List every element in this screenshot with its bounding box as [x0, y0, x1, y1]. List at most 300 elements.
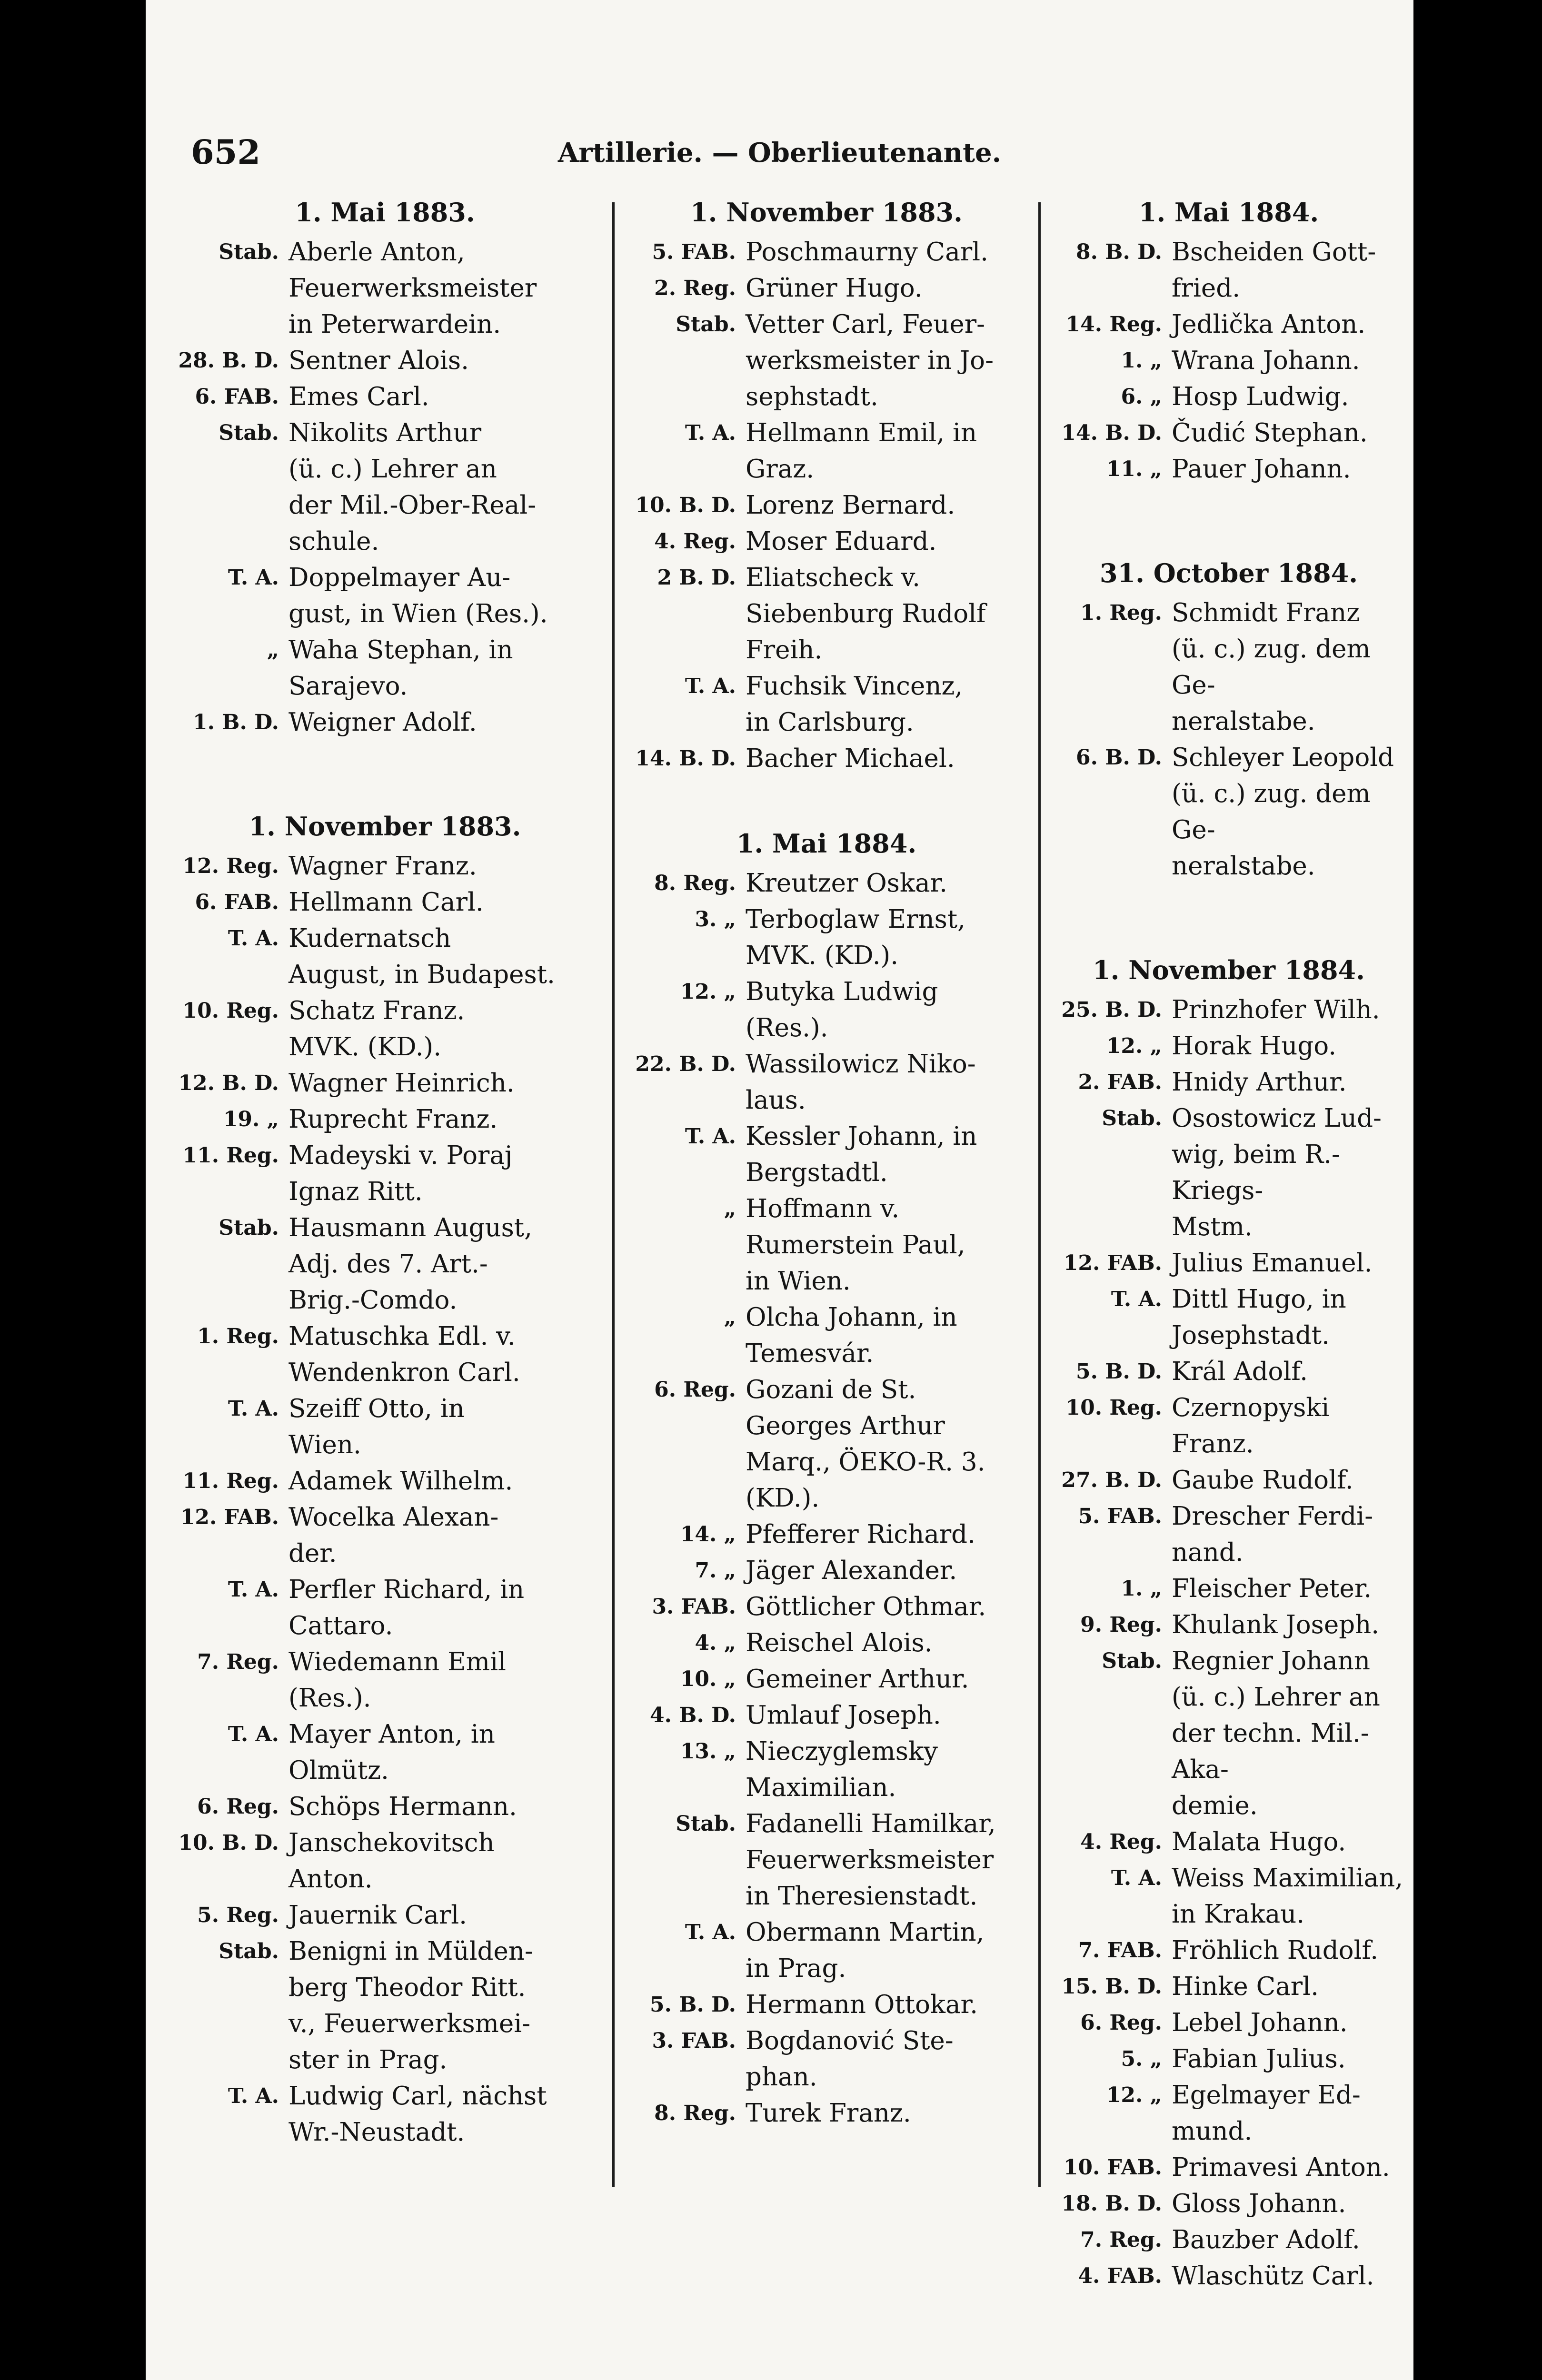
- officer-name: Bauzber Adolf.: [1172, 2225, 1360, 2254]
- unit-label: 7. Reg.: [197, 1650, 279, 1674]
- officer-entry: [619, 560, 1034, 668]
- unit-label: „: [267, 638, 279, 662]
- officer-name: Weigner Adolf.: [289, 708, 477, 737]
- officer-detail-line: phan.: [746, 2063, 817, 2092]
- unit-label: 2. Reg.: [654, 276, 736, 300]
- unit-label: Stab.: [1102, 1649, 1162, 1673]
- officer-name: Schatz Franz.: [289, 996, 465, 1025]
- officer-name: Fadanelli Hamilkar,: [746, 1809, 996, 1838]
- officer-entry: [619, 1119, 1034, 1191]
- officer-name: Schleyer Leopold: [1172, 743, 1394, 772]
- officer-name: Hermann Ottokar.: [746, 1990, 978, 2019]
- promotion-section: [619, 194, 1034, 777]
- officer-entry: [619, 307, 1034, 415]
- officer-entry: [619, 668, 1034, 741]
- officer-entry: [1045, 379, 1412, 415]
- officer-entry: [162, 884, 607, 921]
- officer-detail-line: Brig.-Comdo.: [289, 1286, 458, 1315]
- unit-label: 27. B. D.: [1061, 1468, 1162, 1492]
- officer-name: Bacher Michael.: [746, 744, 955, 773]
- officer-entry: [162, 1463, 607, 1499]
- unit-label: Stab.: [219, 240, 279, 264]
- officer-detail-line: Wendenkron Carl.: [289, 1358, 520, 1387]
- officer-name: Osostowicz Lud-: [1172, 1104, 1382, 1133]
- unit-label: 5. B. D.: [650, 1993, 736, 2017]
- officer-detail-line: Sarajevo.: [289, 672, 408, 701]
- officer-detail-line: nand.: [1172, 1538, 1244, 1567]
- officer-entry: [1045, 2041, 1412, 2077]
- officer-detail-line: Cattaro.: [289, 1611, 393, 1640]
- officer-name: Malata Hugo.: [1172, 1827, 1346, 1856]
- unit-label: 10. „: [680, 1667, 736, 1691]
- officer-name: Hosp Ludwig.: [1172, 382, 1349, 411]
- officer-entry: [1045, 307, 1412, 343]
- officer-name: Gemeiner Arthur.: [746, 1665, 969, 1694]
- officer-entry: [619, 270, 1034, 307]
- officer-name: Pauer Johann.: [1172, 455, 1351, 484]
- unit-label: T. A.: [228, 2084, 279, 2108]
- unit-label: T. A.: [1111, 1287, 1162, 1311]
- officer-detail-line: ster in Prag.: [289, 2045, 448, 2074]
- officer-name: Janschekovitsch: [289, 1828, 495, 1857]
- officer-name: Wiedemann Emil: [289, 1647, 506, 1676]
- officer-entry: [1045, 2258, 1412, 2294]
- unit-label: 12. „: [1106, 2083, 1162, 2107]
- unit-label: 6. Reg.: [654, 1378, 736, 1402]
- unit-label: 4. „: [695, 1631, 736, 1655]
- promotion-date-heading: 1. November 1883.: [249, 811, 521, 842]
- officer-entry: [162, 1138, 607, 1210]
- unit-label: 1. „: [1121, 1577, 1162, 1601]
- officer-entry: [619, 2023, 1034, 2095]
- promotion-date-heading: 1. November 1883.: [690, 197, 963, 228]
- officer-entry: [162, 234, 607, 343]
- officer-entry: [162, 1210, 607, 1319]
- officer-detail-line: Graz.: [746, 455, 815, 484]
- unit-label: 8. Reg.: [654, 2101, 736, 2125]
- officer-entry: [162, 560, 607, 632]
- officer-detail-line: schule.: [289, 527, 379, 556]
- unit-label: T. A.: [685, 1920, 736, 1944]
- officer-detail-line: laus.: [746, 1086, 806, 1115]
- officer-entry: [619, 1191, 1034, 1299]
- unit-label: 9. Reg.: [1080, 1613, 1162, 1637]
- unit-label: 28. B. D.: [178, 348, 279, 373]
- unit-label: 19. „: [223, 1107, 279, 1131]
- unit-label: 6. Reg.: [1080, 2011, 1162, 2035]
- unit-label: 10. Reg.: [182, 999, 279, 1023]
- officer-detail-line: Wien.: [289, 1430, 361, 1459]
- officer-entry: [1045, 1101, 1412, 1245]
- column-rule: [612, 202, 615, 2187]
- officer-entry: [1045, 1281, 1412, 1354]
- officer-entry: [619, 234, 1034, 270]
- promotion-section: [619, 825, 1034, 2132]
- officer-entry: [162, 1644, 607, 1716]
- unit-label: 15. B. D.: [1061, 1974, 1162, 1999]
- unit-label: T. A.: [228, 565, 279, 590]
- officer-entry: [162, 2078, 607, 2151]
- officer-entry: [162, 1897, 607, 1934]
- unit-label: T. A.: [685, 674, 736, 698]
- officer-entry: [1045, 1860, 1412, 1933]
- officer-entry: [162, 848, 607, 884]
- officer-entry: [162, 415, 607, 560]
- officer-entry: [162, 343, 607, 379]
- officer-name: Grüner Hugo.: [746, 274, 923, 303]
- unit-label: 1. Reg.: [1080, 601, 1162, 625]
- section-spacer: [1045, 498, 1412, 555]
- officer-entry: [162, 704, 607, 741]
- section-spacer: [619, 787, 1034, 825]
- unit-label: 22. B. D.: [635, 1052, 736, 1076]
- officer-entry: [619, 1299, 1034, 1372]
- officer-entry: [619, 1517, 1034, 1553]
- unit-label: T. A.: [685, 421, 736, 445]
- officer-entry: [1045, 1824, 1412, 1860]
- officer-entry: [162, 379, 607, 415]
- officer-name: Wassilowicz Niko-: [746, 1050, 976, 1079]
- unit-label: 12. FAB.: [180, 1505, 279, 1529]
- unit-label: T. A.: [1111, 1866, 1162, 1890]
- officer-entry: [1045, 1969, 1412, 2005]
- unit-label: 5. Reg.: [197, 1903, 279, 1927]
- unit-label: 12. „: [680, 980, 736, 1004]
- officer-name: Gaube Rudolf.: [1172, 1466, 1353, 1495]
- officer-name: Fleischer Peter.: [1172, 1574, 1372, 1603]
- unit-label: 10. FAB.: [1063, 2155, 1162, 2180]
- officer-entry: [162, 993, 607, 1065]
- unit-label: Stab.: [676, 1812, 736, 1836]
- unit-label: 18. B. D.: [1061, 2192, 1162, 2216]
- officer-detail-line: Rumerstein Paul,: [746, 1230, 965, 1259]
- officer-entry: [162, 1789, 607, 1825]
- officer-name: Szeiff Otto, in: [289, 1394, 465, 1423]
- officer-entry: [1045, 1498, 1412, 1571]
- officer-entry: [162, 1716, 607, 1789]
- officer-name: Wagner Heinrich.: [289, 1069, 515, 1098]
- officer-name: Pfefferer Richard.: [746, 1520, 975, 1549]
- unit-label: 8. B. D.: [1076, 240, 1162, 264]
- officer-detail-line: der.: [289, 1539, 337, 1568]
- unit-label: T. A.: [228, 1722, 279, 1746]
- unit-label: 3. FAB.: [652, 1595, 736, 1619]
- officer-detail-line: in Peterwardein.: [289, 310, 501, 339]
- officer-name: Bogdanović Ste-: [746, 2026, 954, 2055]
- officer-detail-line: Marq., ÖEKO-R. 3.: [746, 1448, 985, 1477]
- section-spacer: [162, 751, 607, 808]
- unit-label: T. A.: [685, 1124, 736, 1149]
- unit-label: 4. B. D.: [650, 1703, 736, 1727]
- column-2: [619, 194, 1034, 2142]
- officer-entry: [619, 1914, 1034, 1987]
- officer-name: Weiss Maximilian,: [1172, 1864, 1403, 1893]
- unit-label: Stab.: [219, 421, 279, 445]
- officer-name: Butyka Ludwig: [746, 977, 938, 1006]
- officer-name: Primavesi Anton.: [1172, 2153, 1390, 2182]
- unit-label: T. A.: [228, 1577, 279, 1602]
- officer-entry: [1045, 1354, 1412, 1390]
- officer-entry: [619, 1806, 1034, 1914]
- officer-detail-line: wig, beim R.-Kriegs-: [1172, 1140, 1340, 1205]
- column-1: [162, 194, 607, 2161]
- officer-detail-line: in Theresienstadt.: [746, 1882, 978, 1911]
- officer-entry: [1045, 2077, 1412, 2150]
- officer-entry: [619, 741, 1034, 777]
- officer-entry: [162, 921, 607, 993]
- unit-label: 6. FAB.: [195, 890, 279, 914]
- officer-entry: [162, 1934, 607, 2078]
- officer-detail-line: Anton.: [289, 1864, 373, 1894]
- officer-entry: [1045, 1064, 1412, 1101]
- officer-entry: [619, 1625, 1034, 1661]
- officer-name: Fröhlich Rudolf.: [1172, 1936, 1379, 1965]
- officer-detail-line: Bergstadtl.: [746, 1158, 888, 1187]
- officer-detail-line: Adj. des 7. Art.-: [289, 1250, 488, 1279]
- promotion-date-heading: 1. Mai 1883.: [295, 197, 475, 228]
- unit-label: 12. „: [1106, 1034, 1162, 1058]
- officer-detail-line: mund.: [1172, 2117, 1253, 2146]
- page-number: 652: [191, 132, 261, 172]
- officer-entry: [619, 1046, 1034, 1119]
- officer-detail-line: in Wien.: [746, 1267, 851, 1296]
- officer-name: Hellmann Emil, in: [746, 418, 977, 447]
- unit-label: 6. Reg.: [197, 1795, 279, 1819]
- promotion-section: [1045, 194, 1412, 487]
- officer-name: Emes Carl.: [289, 382, 429, 411]
- officer-name: Matuschka Edl. v.: [289, 1322, 516, 1351]
- unit-label: 2. FAB.: [1078, 1070, 1162, 1094]
- officer-detail-line: Wr.-Neustadt.: [289, 2118, 465, 2147]
- unit-label: 14. Reg.: [1065, 312, 1162, 337]
- unit-label: 13. „: [680, 1739, 736, 1764]
- officer-detail-line: (KD.).: [746, 1484, 820, 1513]
- officer-name: Doppelmayer Au-: [289, 563, 511, 592]
- officer-name: Bscheiden Gott-: [1172, 238, 1376, 267]
- unit-label: 6. B. D.: [1076, 745, 1162, 770]
- officer-name: Schöps Hermann.: [289, 1792, 517, 1821]
- unit-label: 10. B. D.: [635, 493, 736, 517]
- officer-name: Adamek Wilhelm.: [289, 1467, 513, 1496]
- unit-label: 25. B. D.: [1061, 998, 1162, 1022]
- officer-entry: [162, 1499, 607, 1572]
- officer-entry: [1045, 1245, 1412, 1281]
- unit-label: 5. B. D.: [1076, 1359, 1162, 1384]
- officer-name: Regnier Johann: [1172, 1646, 1370, 1676]
- officer-entry: [162, 1391, 607, 1463]
- officer-detail-line: der Mil.-Ober-Real-: [289, 491, 537, 520]
- officer-name: Gozani de St.: [746, 1375, 916, 1404]
- officer-detail-line: MVK. (KD.).: [289, 1032, 442, 1061]
- officer-name: Wocelka Alexan-: [289, 1503, 499, 1532]
- unit-label: 4. FAB.: [1078, 2264, 1162, 2288]
- officer-detail-line: neralstabe.: [1172, 707, 1315, 736]
- officer-name: Julius Emanuel.: [1172, 1249, 1373, 1278]
- unit-label: Stab.: [1102, 1106, 1162, 1130]
- promotion-section: [162, 808, 607, 2151]
- officer-name: Ruprecht Franz.: [289, 1105, 498, 1134]
- officer-detail-line: Ignaz Ritt.: [289, 1177, 423, 1206]
- officer-detail-line: Georges Arthur: [746, 1411, 945, 1440]
- officer-name: Madeyski v. Poraj: [289, 1141, 513, 1170]
- unit-label: 12. FAB.: [1063, 1251, 1162, 1275]
- officer-detail-line: sephstadt.: [746, 382, 878, 411]
- officer-detail-line: werksmeister in Jo-: [746, 346, 994, 375]
- officer-entry: [619, 1697, 1034, 1734]
- officer-entry: [1045, 415, 1412, 451]
- officer-entry: [1045, 1028, 1412, 1064]
- unit-label: 10. Reg.: [1065, 1396, 1162, 1420]
- officer-detail-line: gust, in Wien (Res.).: [289, 599, 548, 628]
- officer-entry: [162, 1101, 607, 1138]
- officer-name: Hnidy Arthur.: [1172, 1068, 1347, 1097]
- unit-label: 7. Reg.: [1080, 2228, 1162, 2252]
- unit-label: 10. B. D.: [178, 1831, 279, 1855]
- officer-name: Obermann Martin,: [746, 1918, 985, 1947]
- officer-name: Lebel Johann.: [1172, 2008, 1348, 2037]
- officer-entry: [1045, 2222, 1412, 2258]
- officer-name: Gloss Johann.: [1172, 2189, 1346, 2218]
- unit-label: Stab.: [219, 1216, 279, 1240]
- unit-label: T. A.: [228, 926, 279, 951]
- officer-name: Poschmaurny Carl.: [746, 238, 988, 267]
- unit-label: 7. „: [695, 1558, 736, 1583]
- officer-name: Hoffmann v.: [746, 1194, 900, 1223]
- promotion-date-heading: 1. Mai 1884.: [1138, 197, 1319, 228]
- officer-entry: [1045, 1571, 1412, 1607]
- unit-label: 6. FAB.: [195, 385, 279, 409]
- officer-entry: [1045, 2150, 1412, 2186]
- officer-detail-line: Olmütz.: [289, 1756, 389, 1785]
- officer-entry: [1045, 2186, 1412, 2222]
- officer-name: Hellmann Carl.: [289, 888, 484, 917]
- officer-entry: [162, 1572, 607, 1644]
- officer-name: Horak Hugo.: [1172, 1031, 1337, 1061]
- promotion-section: [1045, 555, 1412, 884]
- unit-label: Stab.: [219, 1939, 279, 1964]
- officer-detail-line: in Carlsburg.: [746, 708, 914, 737]
- officer-name: Moser Eduard.: [746, 527, 937, 556]
- officer-name: Reischel Alois.: [746, 1628, 933, 1657]
- unit-label: 5. FAB.: [652, 240, 736, 264]
- officer-detail-line: der techn. Mil.-Aka-: [1172, 1719, 1369, 1784]
- officer-name: Prinzhofer Wilh.: [1172, 995, 1380, 1024]
- officer-entry: [1045, 1933, 1412, 1969]
- unit-label: 7. FAB.: [1078, 1938, 1162, 1963]
- unit-label: 3. FAB.: [652, 2029, 736, 2053]
- officer-detail-line: MVK. (KD.).: [746, 941, 899, 970]
- officer-name: Waha Stephan, in: [289, 635, 513, 664]
- officer-name: Kudernatsch: [289, 924, 451, 953]
- unit-label: 5. FAB.: [1078, 1504, 1162, 1528]
- officer-detail-line: Feuerwerksmeister: [289, 274, 537, 303]
- officer-detail-line: Siebenburg Rudolf: [746, 599, 986, 628]
- officer-entry: [1045, 234, 1412, 307]
- officer-name: Jedlička Anton.: [1172, 310, 1366, 339]
- running-head: Artillerie. — Oberlieutenante.: [557, 137, 1002, 169]
- officer-entry: [162, 1065, 607, 1101]
- officer-name: Göttlicher Othmar.: [746, 1592, 986, 1621]
- promotion-section: [162, 194, 607, 741]
- promotion-section: [1045, 952, 1412, 2294]
- officer-detail-line: Mstm.: [1172, 1212, 1253, 1241]
- officer-detail-line: Maximilian.: [746, 1773, 896, 1802]
- promotion-date-heading: 1. Mai 1884.: [736, 828, 917, 859]
- officer-entry: [619, 1987, 1034, 2023]
- unit-label: Stab.: [676, 312, 736, 337]
- officer-entry: [1045, 992, 1412, 1028]
- unit-label: 4. Reg.: [654, 529, 736, 554]
- section-spacer: [1045, 895, 1412, 952]
- officer-entry: [1045, 451, 1412, 487]
- officer-entry: [619, 1553, 1034, 1589]
- officer-name: Král Adolf.: [1172, 1357, 1308, 1386]
- officer-detail-line: neralstabe.: [1172, 852, 1315, 881]
- officer-entry: [1045, 1607, 1412, 1643]
- officer-detail-line: (ü. c.) Lehrer an: [1172, 1683, 1380, 1712]
- unit-label: 8. Reg.: [654, 871, 736, 895]
- unit-label: 14. B. D.: [635, 746, 736, 771]
- officer-name: Wagner Franz.: [289, 852, 477, 881]
- officer-detail-line: August, in Budapest.: [289, 960, 555, 989]
- officer-name: Kreutzer Oskar.: [746, 869, 947, 898]
- officer-detail-line: berg Theodor Ritt.: [289, 1973, 526, 2002]
- officer-entry: [619, 524, 1034, 560]
- unit-label: 1. „: [1121, 348, 1162, 373]
- officer-entry: [1045, 1390, 1412, 1462]
- officer-entry: [1045, 595, 1412, 740]
- unit-label: 5. „: [1121, 2047, 1162, 2071]
- officer-detail-line: (Res.).: [289, 1684, 371, 1713]
- unit-label: 6. „: [1121, 385, 1162, 409]
- officer-entry: [619, 415, 1034, 487]
- officer-detail-line: (Res.).: [746, 1013, 828, 1042]
- unit-label: T. A.: [228, 1397, 279, 1421]
- officer-name: Dittl Hugo, in: [1172, 1285, 1346, 1314]
- officer-name: Nikolits Arthur: [289, 418, 482, 447]
- officer-name: Jäger Alexander.: [746, 1556, 957, 1585]
- officer-name: Hinke Carl.: [1172, 1972, 1319, 2001]
- officer-name: Lorenz Bernard.: [746, 491, 955, 520]
- officer-detail-line: fried.: [1172, 274, 1241, 303]
- promotion-date-heading: 1. November 1884.: [1093, 955, 1365, 985]
- officer-name: Vetter Carl, Feuer-: [746, 310, 985, 339]
- officer-entry: [1045, 1643, 1412, 1824]
- officer-detail-line: Freih.: [746, 635, 823, 664]
- officer-detail-line: Temesvár.: [746, 1339, 874, 1368]
- officer-entry: [162, 1825, 607, 1897]
- officer-detail-line: in Prag.: [746, 1954, 846, 1983]
- unit-label: 12. Reg.: [182, 854, 279, 878]
- officer-name: Ludwig Carl, nächst: [289, 2082, 547, 2111]
- officer-entry: [619, 1734, 1034, 1806]
- officer-entry: [1045, 343, 1412, 379]
- officer-entry: [619, 902, 1034, 974]
- officer-detail-line: demie.: [1172, 1791, 1258, 1820]
- officer-detail-line: (ü. c.) zug. dem Ge-: [1172, 635, 1371, 700]
- officer-name: Wrana Johann.: [1172, 346, 1360, 375]
- officer-name: Terboglaw Ernst,: [746, 905, 965, 934]
- officer-entry: [1045, 740, 1412, 884]
- officer-name: Wlaschütz Carl.: [1172, 2261, 1374, 2291]
- officer-entry: [619, 1372, 1034, 1517]
- unit-label: 11. Reg.: [182, 1469, 279, 1493]
- officer-name: Drescher Ferdi-: [1172, 1502, 1373, 1531]
- officer-name: Turek Franz.: [746, 2099, 911, 2128]
- officer-entry: [619, 1589, 1034, 1625]
- officer-name: Hausmann August,: [289, 1213, 532, 1242]
- officer-name: Perfler Richard, in: [289, 1575, 525, 1604]
